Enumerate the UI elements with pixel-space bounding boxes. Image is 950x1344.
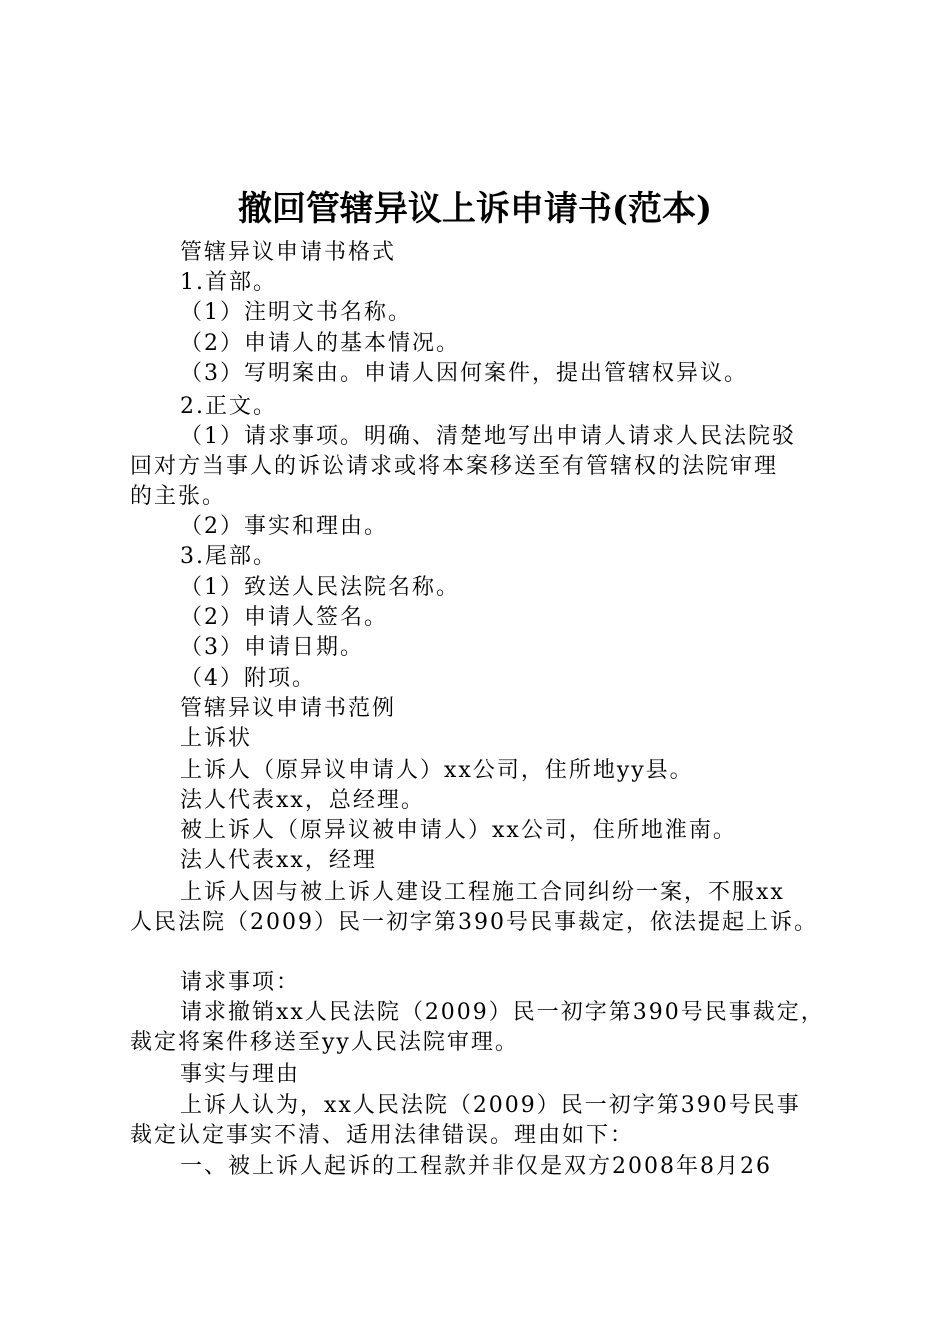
text-line: 上诉人认为，xx人民法院（2009）民一初字第390号民事 (180, 1093, 801, 1118)
text-line: （2）申请人签名。 (180, 605, 388, 630)
text-line: （3）申请日期。 (180, 635, 364, 660)
text-line: 一、被上诉人起诉的工程款并非仅是双方2008年8月26 (180, 1154, 772, 1179)
text-line: 裁定认定事实不清、适用法律错误。理由如下： (130, 1123, 635, 1148)
text-line: （1）注明文书名称。 (180, 300, 412, 325)
text-line: （2）事实和理由。 (180, 514, 388, 539)
text-line: 管辖异议申请书范例 (180, 696, 397, 721)
text-line: 裁定将案件移送至yy人民法院审理。 (130, 1030, 519, 1055)
text-line: 2.正文。 (180, 394, 277, 419)
document-title: 撤回管辖异议上诉申请书(范本) (237, 189, 713, 229)
text-line: 事实与理由 (180, 1062, 301, 1087)
text-line: 上诉人因与被上诉人建设工程施工合同纠纷一案，不服xx (180, 880, 785, 905)
text-line: 上诉人（原异议申请人）xx公司，住所地yy县。 (180, 758, 694, 783)
text-line: 的主张。 (130, 484, 227, 509)
text-line: 法人代表xx，总经理。 (180, 788, 425, 813)
text-line: 回对方当事人的诉讼请求或将本案移送至有管辖权的法院审理 (130, 454, 779, 479)
text-line: （1）致送人民法院名称。 (180, 575, 460, 600)
text-line: 请求事项： (180, 970, 301, 995)
text-line: 3.尾部。 (180, 544, 277, 569)
text-line: （3）写明案由。申请人因何案件，提出管辖权异议。 (180, 361, 748, 386)
text-line: 请求撤销xx人民法院（2009）民一初字第390号民事裁定， (180, 1000, 825, 1025)
text-line: 法人代表xx，经理 (180, 848, 377, 873)
text-line: 管辖异议申请书格式 (180, 240, 397, 265)
text-line: 1.首部。 (180, 270, 277, 295)
text-line: 上诉状 (180, 726, 253, 751)
text-line: （2）申请人的基本情况。 (180, 331, 460, 356)
text-line: （4）附项。 (180, 666, 316, 691)
text-line: 被上诉人（原异议被申请人）xx公司，住所地淮南。 (180, 818, 737, 843)
text-line: 人民法院（2009）民一初字第390号民事裁定，依法提起上诉。 (130, 910, 818, 935)
text-line: （1）请求事项。明确、清楚地写出申请人请求人民法院驳 (180, 424, 796, 449)
